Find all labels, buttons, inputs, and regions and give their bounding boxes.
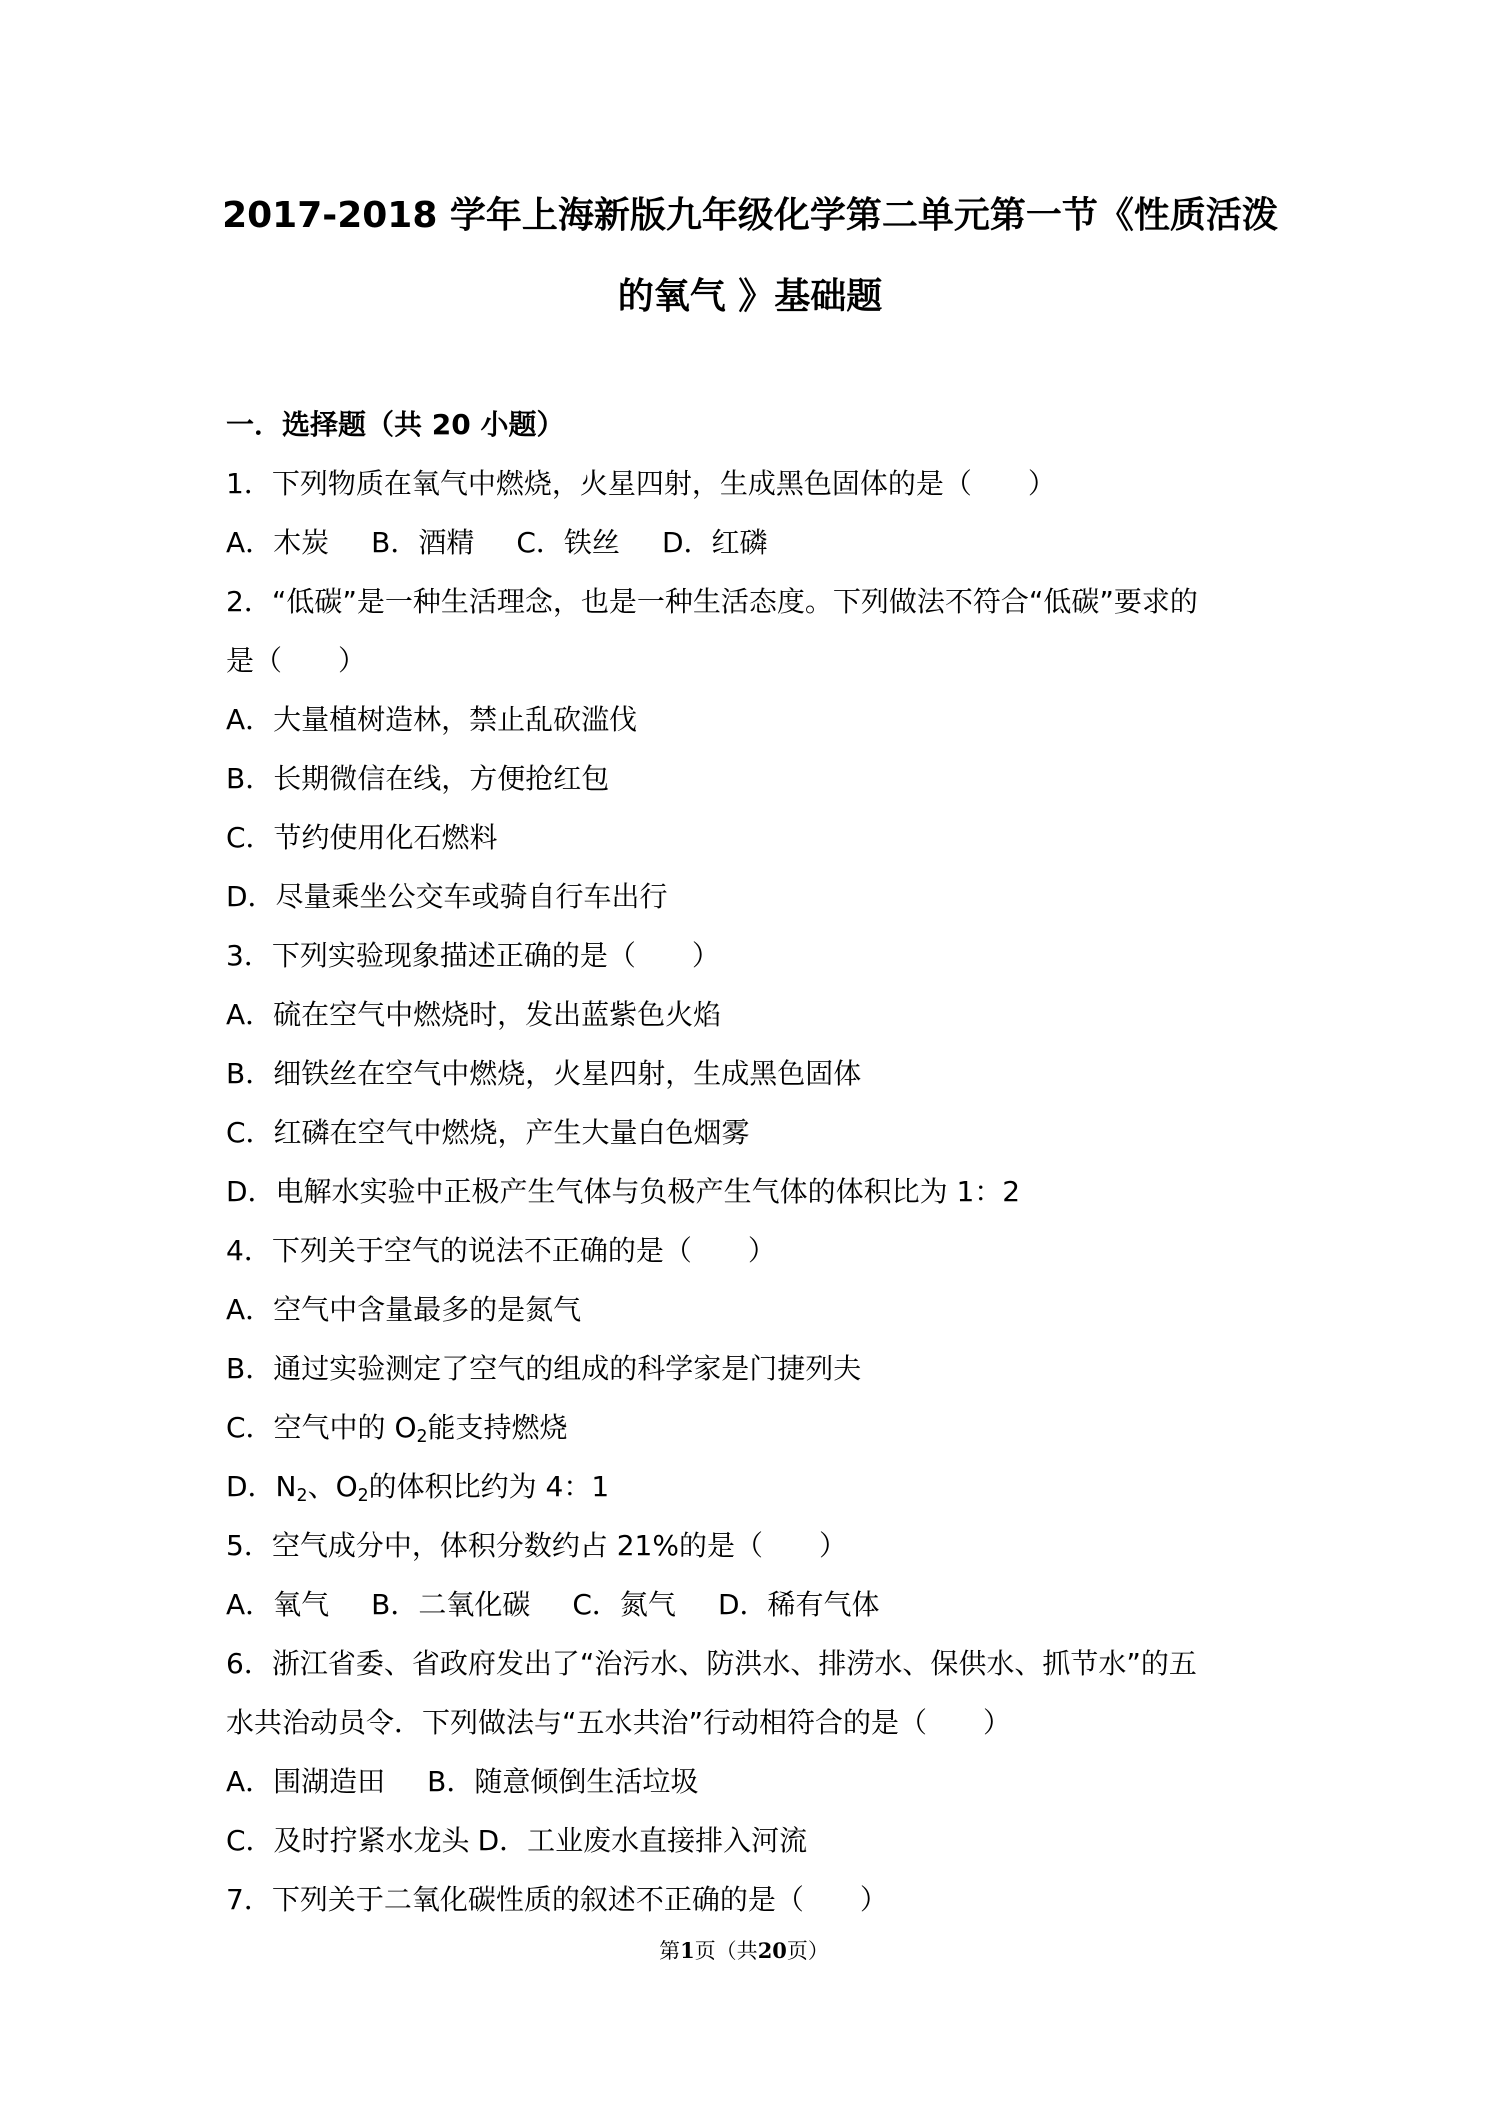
option-b: B．酒精 (371, 526, 475, 559)
title-line-2: 的氧气 》基础题 (617, 276, 883, 317)
option-d: D．稀有气体 (717, 1588, 880, 1621)
question-3-option-b: B．细铁丝在空气中燃烧，火星四射，生成黑色固体 (226, 1057, 862, 1090)
option-a: A．围湖造田 (226, 1765, 386, 1798)
option-c: C．铁丝 (516, 526, 620, 559)
question-6-stem-line-2: 水共治动员令．下列做法与“五水共治”行动相符合的是（ ） (226, 1706, 1012, 1739)
question-4-stem: 4．下列关于空气的说法不正确的是（ ） (226, 1234, 776, 1267)
option-c: C．及时拧紧水龙头 (226, 1824, 470, 1857)
question-4-option-c: C．空气中的 $O_2$能支持燃烧 (226, 1411, 568, 1448)
option-b: B．二氧化碳 (371, 1588, 531, 1621)
page-number: 1 (680, 1938, 695, 1963)
question-6-options-row-2 (226, 1824, 808, 1857)
question-2-option-c: C．节约使用化石燃料 (226, 821, 498, 854)
question-4-option-a: A．空气中含量最多的是氮气 (226, 1293, 582, 1326)
question-6-stem-line-1: 6．浙江省委、省政府发出了“治污水、防洪水、排涝水、保供水、抓节水”的五 (226, 1647, 1197, 1680)
question-2-stem-line-2: 是（ ） (226, 644, 367, 677)
question-1-options (226, 526, 768, 559)
question-5-stem: 5．空气成分中，体积分数约占 21%的是（ ） (226, 1529, 847, 1562)
option-a: A．木炭 (226, 526, 330, 559)
option-d: D．红磷 (661, 526, 768, 559)
question-1-stem: 1．下列物质在氧气中燃烧，火星四射，生成黑色固体的是（ ） (226, 467, 1056, 500)
question-5-options (226, 1588, 880, 1621)
option-a: A．氧气 (226, 1588, 330, 1621)
option-d: D．工业废水直接排入河流 (477, 1824, 808, 1857)
question-2-option-b: B．长期微信在线，方便抢红包 (226, 762, 610, 795)
question-7-stem: 7．下列关于二氧化碳性质的叙述不正确的是（ ） (226, 1883, 888, 1916)
question-3-stem: 3．下列实验现象描述正确的是（ ） (226, 939, 720, 972)
page-footer: 第1页（共20页） (659, 1938, 829, 1963)
section-heading: 一．选择题（共 20 小题） (226, 408, 565, 441)
question-3-option-d: D．电解水实验中正极产生气体与负极产生气体的体积比为 1：2 (226, 1175, 1021, 1208)
question-6-options-row-1 (226, 1765, 699, 1798)
option-c: C．氮气 (572, 1588, 676, 1621)
question-3-option-c: C．红磷在空气中燃烧，产生大量白色烟雾 (226, 1116, 750, 1149)
question-2-option-a: A．大量植树造林，禁止乱砍滥伐 (226, 703, 638, 736)
question-2-stem-line-1: 2．“低碳”是一种生活理念，也是一种生活态度。下列做法不符合“低碳”要求的 (226, 585, 1198, 618)
question-2-option-d: D．尽量乘坐公交车或骑自行车出行 (226, 880, 668, 913)
title-line-1: 2017-2018 学年上海新版九年级化学第二单元第一节《性质活泼 (222, 195, 1278, 236)
question-3-option-a: A．硫在空气中燃烧时，发出蓝紫色火焰 (226, 998, 722, 1031)
option-b: B．随意倾倒生活垃圾 (427, 1765, 699, 1798)
question-4-option-d: D．$N_2$、$O_2$的体积比约为 4：1 (226, 1470, 610, 1507)
question-4-option-b: B．通过实验测定了空气的组成的科学家是门捷列夫 (226, 1352, 862, 1385)
page-total: 20 (757, 1938, 787, 1963)
